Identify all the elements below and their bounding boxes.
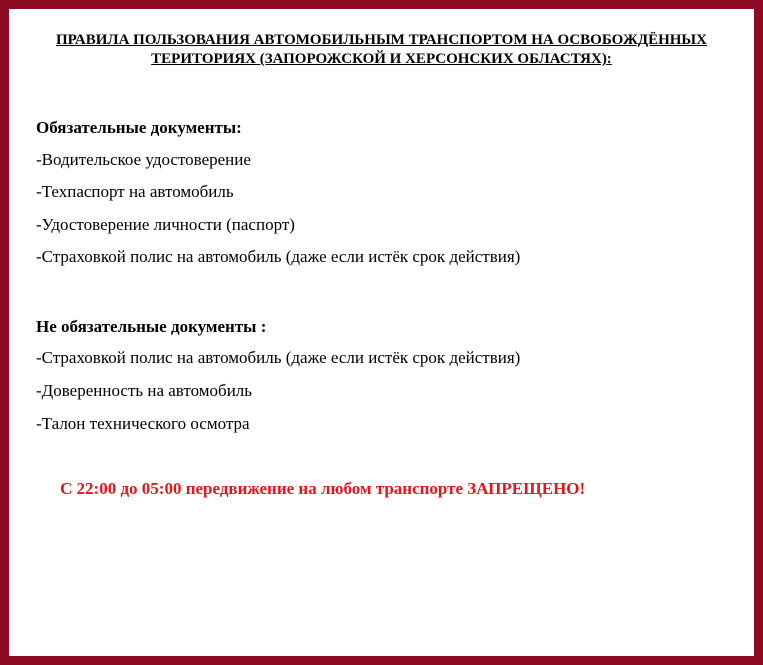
required-document-item: -Водительское удостоверение — [36, 150, 251, 169]
required-document-item: -Удостоверение личности (паспорт) — [36, 215, 295, 234]
optional-document-item: -Талон технического осмотра — [36, 414, 250, 433]
optional-document-item: -Страховкой полис на автомобиль (даже если истёк срок действия) — [36, 348, 521, 367]
notice-title-line-2: ТЕРИТОРИЯХ (ЗАПОРОЖСКОЙ И ХЕРСОНСКИХ ОБЛАСТЯХ): — [151, 51, 612, 67]
optional-document-item: -Доверенность на автомобиль — [36, 381, 253, 400]
notice-title — [9, 31, 754, 69]
required-document-item: -Техпаспорт на автомобиль — [36, 182, 234, 201]
optional-documents-heading: Не обязательные документы : — [36, 317, 267, 336]
notice-title-line-1: ПРАВИЛА ПОЛЬЗОВАНИЯ АВТОМОБИЛЬНЫМ ТРАНСПОРТОМ НА ОСВОБОЖДЁННЫХ — [55, 32, 707, 48]
required-document-item: -Страховкой полис на автомобиль (даже если истёк срок действия) — [36, 247, 521, 266]
required-documents-heading: Обязательные документы: — [36, 118, 242, 137]
curfew-warning: С 22:00 до 05:00 передвижение на любом транспорте ЗАПРЕЩЕНО! — [60, 479, 586, 498]
